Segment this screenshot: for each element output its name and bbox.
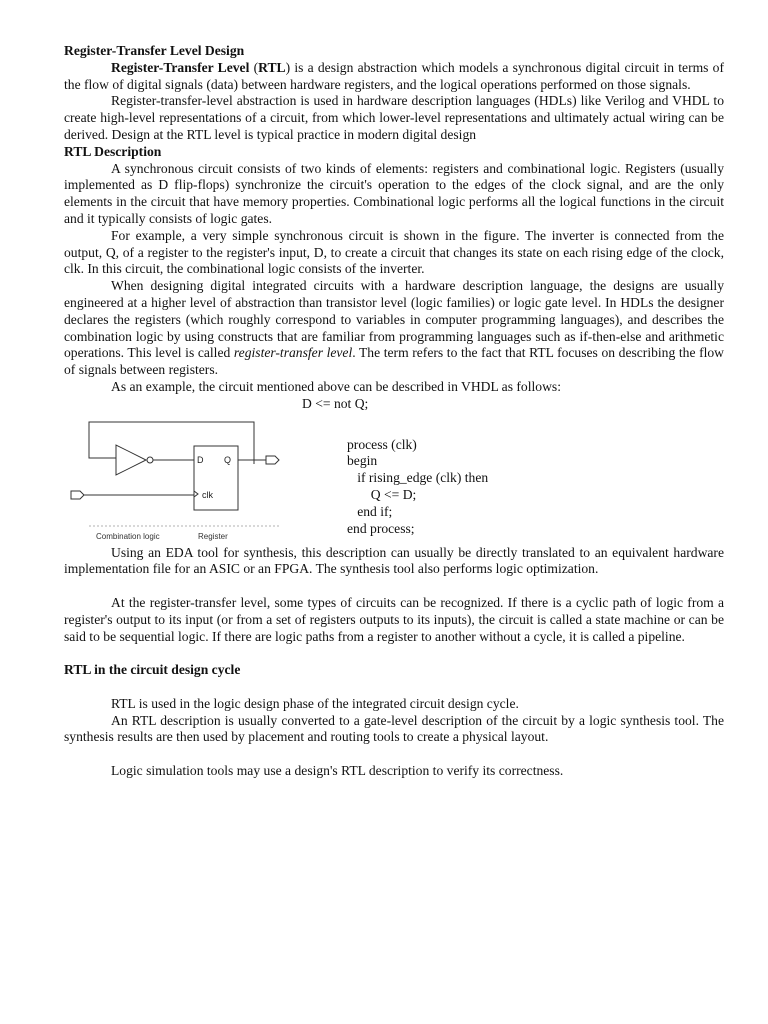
register-clk-label: clk <box>202 489 213 500</box>
caption-register: Register <box>198 531 228 541</box>
vhdl-code-first-line: D <= not Q; <box>302 395 369 411</box>
design-cycle-paragraph-2: An RTL description is usually converted to a gate-level description of the circuit by a logic synthesis tool. The synthesis results are then used by placement and routing tools to create a physical layout. <box>64 712 724 745</box>
intro-paragraph-1: Register-Transfer Level (RTL) is a design abstraction which models a synchronous digital circuit in terms of the flow of digital signals (data) between hardware registers, and the logical operations performed on those signals. <box>64 59 724 92</box>
figure-row <box>64 413 724 545</box>
register-d-label: D <box>197 454 204 465</box>
code-line: Q <= D; <box>347 486 417 502</box>
rtl-description-paragraph-2: For example, a very simple synchronous circuit is shown in the figure. The inverter is connected from the output, Q, of a register to the register's input, D, to create a circuit that changes its state on each rising edge of the clock, clk. In this circuit, the combinational logic consists of the inverter. <box>64 227 724 277</box>
code-line: end if; <box>347 503 393 519</box>
rtl-abbr-bold: RTL <box>258 59 286 75</box>
register-transfer-level-italic: register-transfer level <box>233 345 353 361</box>
code-line: process (clk) <box>347 436 417 452</box>
document-page <box>64 43 724 780</box>
rtl-description-paragraph-1: A synchronous circuit consists of two kinds of elements: registers and combinational logic. Registers (usually implemented as D flip-flops) synchronize the circuit's operation to the edges of the clock signal, and are the only elements in the circuit that have memory properties. Combinational logic performs all the logical functions in the circuit and it typically consists of logic gates. <box>64 160 724 226</box>
rtl-term-bold: Register-Transfer Level <box>111 59 250 75</box>
rtl-description-paragraph-4: As an example, the circuit mentioned above can be described in VHDL as follows: <box>111 378 561 394</box>
design-cycle-paragraph-1: RTL is used in the logic design phase of the integrated circuit design cycle. <box>111 695 519 711</box>
code-line: begin <box>347 453 378 469</box>
clk-input-port-icon <box>71 491 84 499</box>
document-title: Register-Transfer Level Design <box>64 43 245 58</box>
register-q-label: Q <box>224 454 232 465</box>
inverter-bubble <box>147 457 153 463</box>
clock-triangle-icon <box>194 491 198 497</box>
code-line: end process; <box>347 520 415 536</box>
section-heading-rtl-description: RTL Description <box>64 143 162 159</box>
section-heading-design-cycle: RTL in the circuit design cycle <box>64 662 241 678</box>
rtl-description-paragraph-3: When designing digital integrated circuits with a hardware description language, the designs are usually engineered at a higher level of abstraction than transistor level (logic families) or logic gate level. In HDLs the designer declares the registers (which roughly correspond to variables in computer programming languages), and describes the combination logic by using constructs that are familiar from programming languages such as if-then-else and arithmetic operations. This level is called register-transfer level. The term refers to the fact that RTL focuses on describing the flow of signals between registers. <box>64 278 724 378</box>
output-port-icon <box>266 456 279 464</box>
intro-paragraph-2: Register-transfer-level abstraction is used in hardware description languages (HDLs) like Verilog and VHDL to create high-level representations of a circuit, from which lower-level representations and ultimately actual wiring can be derived. Design at the RTL level is typical practice in modern digital design <box>64 93 724 142</box>
vhdl-code-block <box>347 437 488 538</box>
state-machine-paragraph: At the register-transfer level, some types of circuits can be recognized. If there is a cyclic path of logic from a register's output to its input (or from a set of registers outputs to its inputs), the circuit is called a state machine or can be said to be sequential logic. If there are logic paths from a register to another without a cycle, it is called a pipeline. <box>64 594 724 644</box>
caption-combination-logic: Combination logic <box>96 531 160 541</box>
design-cycle-paragraph-3: Logic simulation tools may use a design's RTL description to verify its correctness. <box>111 762 564 778</box>
inverter-gate <box>116 445 146 475</box>
code-line: if rising_edge (clk) then <box>347 470 489 486</box>
synthesis-paragraph: Using an EDA tool for synthesis, this description can usually be directly translated to an equivalent hardware implementation file for an ASIC or an FPGA. The synthesis tool also performs logic optimization. <box>64 544 724 577</box>
circuit-diagram <box>64 413 286 541</box>
